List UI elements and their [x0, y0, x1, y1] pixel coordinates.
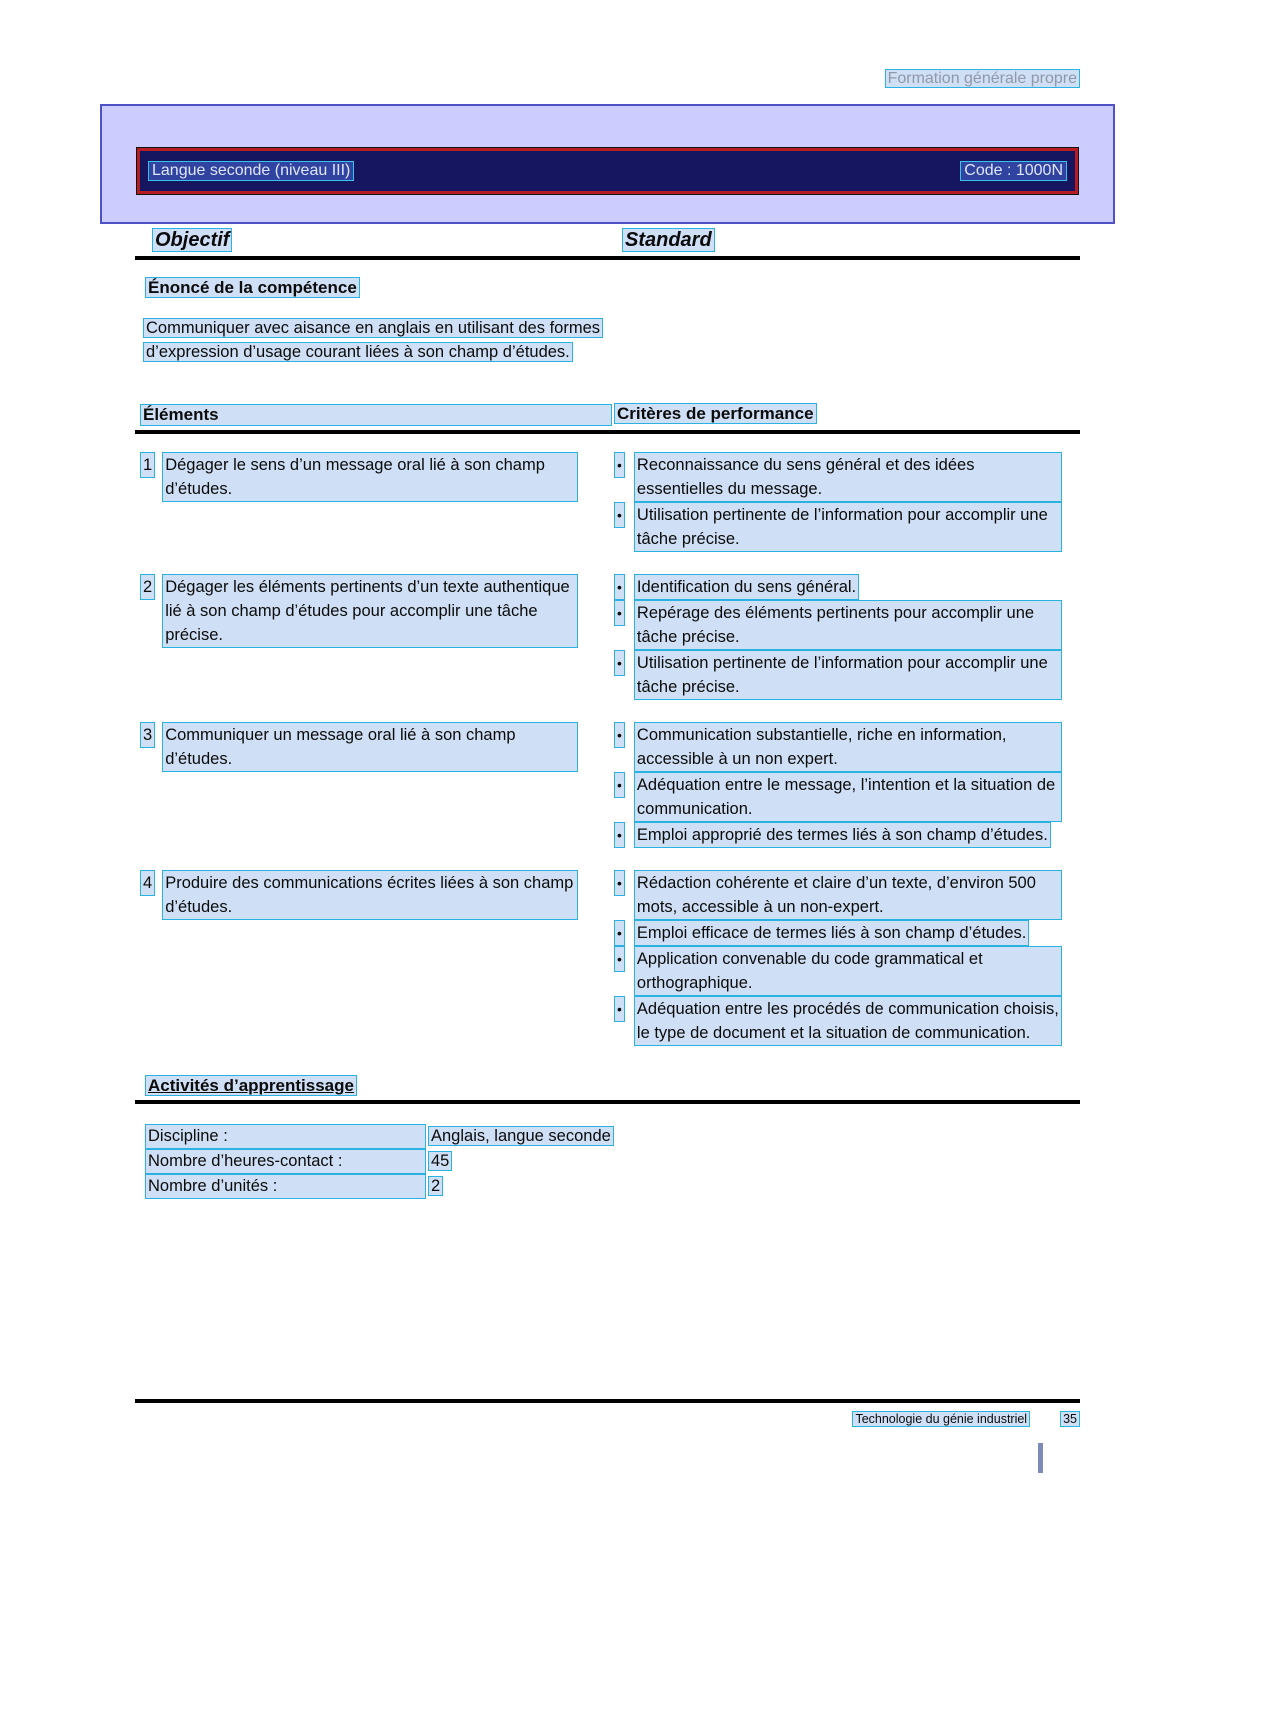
bullet-icon: •	[614, 920, 625, 946]
title-banner	[137, 148, 1078, 194]
criterion-text: Application convenable du code grammatical et orthographique.	[634, 946, 1062, 996]
banner-title: Langue seconde (niveau III)	[148, 161, 354, 181]
competence-heading-row	[145, 278, 1080, 298]
element-text: Produire des communications écrites liées à son champ d’études.	[162, 870, 578, 920]
element-text: Dégager les éléments pertinents d’un texte authentique lié à son champ d’études pour accomplir une tâche précise.	[162, 574, 578, 648]
elements-heading: Éléments	[140, 404, 612, 426]
criterion-text: Rédaction cohérente et claire d’un texte, d’environ 500 mots, accessible à un non-expert.	[634, 870, 1062, 920]
criterion	[614, 870, 1080, 920]
divider	[135, 430, 1080, 434]
competence-text: Communiquer avec aisance en anglais en utilisant des formes d’expression d’usage courant liées à son champ d’études.	[143, 318, 603, 362]
criterion-text: Adéquation entre le message, l’intention et la situation de communication.	[634, 772, 1062, 822]
document-page	[135, 70, 1080, 1473]
title-box	[100, 104, 1115, 224]
element-text: Dégager le sens d’un message oral lié à son champ d’études.	[162, 452, 578, 502]
footer-program-name: Technologie du génie industriel	[852, 1411, 1030, 1427]
criterion-text: Communication substantielle, riche en information, accessible à un non expert.	[634, 722, 1062, 772]
field-discipline	[145, 1124, 1080, 1149]
element-cell	[140, 722, 612, 848]
criterion-text: Emploi efficace de termes liés à son champ d’études.	[634, 920, 1029, 946]
activities-heading: Activités d’apprentissage	[145, 1075, 357, 1096]
element-number: 2	[140, 574, 155, 600]
field-heures-contact	[145, 1149, 1080, 1174]
elements-table	[135, 452, 1080, 1046]
header-note-row	[135, 70, 1080, 88]
criteria-heading-cell	[614, 404, 1080, 426]
bullet-icon: •	[614, 502, 625, 528]
criterion-text: Repérage des éléments pertinents pour accomplir une tâche précise.	[634, 600, 1062, 650]
footer-divider	[135, 1399, 1080, 1403]
activities-fields	[145, 1124, 1080, 1199]
bullet-icon: •	[614, 870, 625, 896]
element-row-1	[135, 452, 1080, 552]
objectif-cell	[152, 229, 622, 252]
element-row-4	[135, 870, 1080, 1046]
bullet-icon: •	[614, 722, 625, 748]
standard-heading: Standard	[622, 228, 715, 252]
element-cell	[140, 452, 612, 552]
criterion-text: Reconnaissance du sens général et des idées essentielles du message.	[634, 452, 1062, 502]
bullet-icon: •	[614, 822, 625, 848]
element-number: 1	[140, 452, 155, 478]
criterion-text: Utilisation pertinente de l’information pour accomplir une tâche précise.	[634, 650, 1062, 700]
element-number: 3	[140, 722, 155, 748]
criterion-text: Utilisation pertinente de l’information pour accomplir une tâche précise.	[634, 502, 1062, 552]
criterion	[614, 650, 1080, 700]
objectif-heading: Objectif	[152, 228, 232, 252]
competence-heading: Énoncé de la compétence	[145, 277, 360, 298]
criteria-cell	[614, 722, 1080, 848]
bullet-icon: •	[614, 574, 625, 600]
criteria-heading: Critères de performance	[614, 403, 817, 424]
field-value: Anglais, langue seconde	[428, 1126, 614, 1146]
field-unites	[145, 1174, 1080, 1199]
bullet-icon: •	[614, 946, 625, 972]
criterion	[614, 722, 1080, 772]
criterion	[614, 502, 1080, 552]
field-value: 45	[428, 1151, 452, 1171]
elements-heading-cell	[140, 404, 612, 426]
criterion-text: Emploi approprié des termes liés à son champ d’études.	[634, 822, 1051, 848]
criterion-text: Adéquation entre les procédés de communication choisis, le type de document et la situation de communication.	[634, 996, 1062, 1046]
page-footer	[135, 1411, 1080, 1427]
field-label: Nombre d’unités :	[145, 1174, 426, 1199]
activities-heading-row	[145, 1076, 1080, 1096]
bullet-icon: •	[614, 600, 625, 626]
bullet-icon: •	[614, 772, 625, 798]
divider	[135, 1100, 1080, 1104]
element-row-3	[135, 722, 1080, 848]
header-note: Formation générale propre	[885, 69, 1080, 88]
criterion	[614, 452, 1080, 502]
bullet-icon: •	[614, 996, 625, 1022]
criterion	[614, 822, 1080, 848]
element-cell	[140, 574, 612, 700]
divider	[135, 256, 1080, 260]
criterion	[614, 772, 1080, 822]
criterion	[614, 574, 1080, 600]
element-row-2	[135, 574, 1080, 700]
criteria-cell	[614, 452, 1080, 552]
objectif-standard-header	[135, 224, 1080, 252]
criterion	[614, 920, 1080, 946]
elements-criteria-header	[135, 404, 1080, 426]
standard-cell	[622, 229, 1080, 252]
competence-paragraph	[143, 316, 605, 364]
element-text: Communiquer un message oral lié à son champ d’études.	[162, 722, 578, 772]
criterion-text: Identification du sens général.	[634, 574, 859, 600]
criterion	[614, 600, 1080, 650]
field-value: 2	[428, 1176, 443, 1196]
element-number: 4	[140, 870, 155, 896]
field-label: Discipline :	[145, 1124, 426, 1149]
criteria-cell	[614, 870, 1080, 1046]
criterion	[614, 946, 1080, 996]
text-cursor-mark	[1038, 1443, 1043, 1473]
banner-code: Code : 1000N	[960, 161, 1067, 181]
bullet-icon: •	[614, 452, 625, 478]
bullet-icon: •	[614, 650, 625, 676]
field-label: Nombre d’heures-contact :	[145, 1149, 426, 1174]
criterion	[614, 996, 1080, 1046]
element-cell	[140, 870, 612, 1046]
footer-page-number: 35	[1060, 1411, 1080, 1427]
criteria-cell	[614, 574, 1080, 700]
